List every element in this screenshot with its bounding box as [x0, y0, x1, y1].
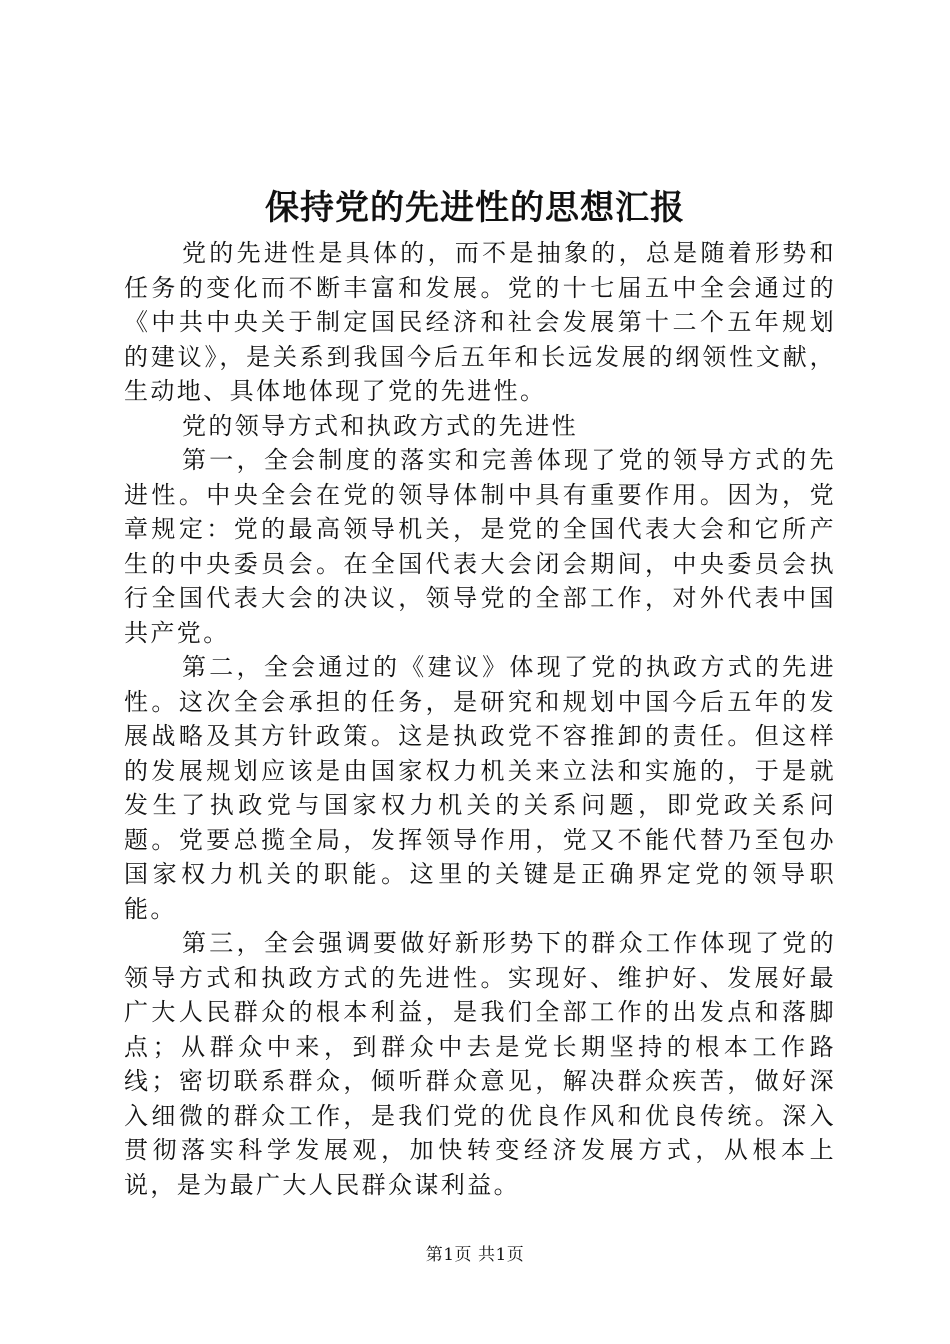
paragraph-third: 第三，全会强调要做好新形势下的群众工作体现了党的领导方式和执政方式的先进性。实现好、维护好、发展好最广大人民群众的根本利益，是我们全部工作的出发点和落脚点；从群众中来，到群众中去是党长期坚持的根本工作路线；密切联系群众，倾听群众意见，解决群众疾苦，做好深入细微的群众工作，是我们党的优良作风和优良传统。深入贯彻落实科学发展观，加快转变经济发展方式，从根本上说，是为最广大人民群众谋利益。 [124, 929, 836, 1199]
paragraph-intro: 党的先进性是具体的，而不是抽象的，总是随着形势和任务的变化而不断丰富和发展。党的十七届五中全会通过的《中共中央关于制定国民经济和社会发展第十二个五年规划的建议》，是关系到我国今后五年和长远发展的纲领性文献，生动地、具体地体现了党的先进性。 [124, 239, 836, 405]
page-number-footer: 第1页 共1页 [425, 1245, 525, 1265]
document-title: 保持党的先进性的思想汇报 [265, 188, 685, 228]
section-heading: 党的领导方式和执政方式的先进性 [182, 411, 578, 440]
paragraph-first: 第一，全会制度的落实和完善体现了党的领导方式的先进性。中央全会在党的领导体制中具有重要作用。因为，党章规定：党的最高领导机关，是党的全国代表大会和它所产生的中央委员会。在全国代表大会闭会期间，中央委员会执行全国代表大会的决议，领导党的全部工作，对外代表中国共产党。 [124, 446, 836, 647]
document-body [124, 236, 836, 1202]
paragraph-second: 第二，全会通过的《建议》体现了党的执政方式的先进性。这次全会承担的任务，是研究和规划中国今后五年的发展战略及其方针政策。这是执政党不容推卸的责任。但这样的发展规划应该是由国家权力机关来立法和实施的，于是就发生了执政党与国家权力机关的关系问题，即党政关系问题。党要总揽全局，发挥领导作用，党又不能代替乃至包办国家权力机关的职能。这里的关键是正确界定党的领导职能。 [124, 653, 836, 923]
